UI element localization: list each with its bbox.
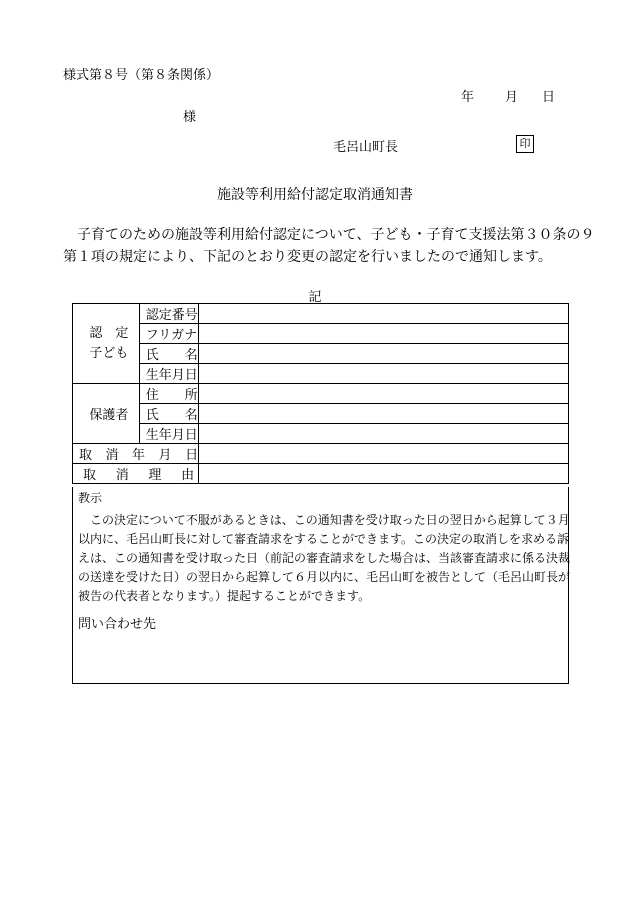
addressee-suffix: 様 bbox=[183, 110, 197, 125]
child-group-line: 認 定 bbox=[89, 325, 129, 341]
label-char: 消 bbox=[105, 448, 119, 463]
table-row bbox=[73, 424, 569, 444]
label-char: 消 bbox=[115, 468, 129, 483]
row-label-cert-number: 認定番号 bbox=[139, 304, 198, 324]
table-row bbox=[73, 464, 569, 484]
document-title: 施設等利用給付認定取消通知書 bbox=[217, 187, 413, 203]
notice-paragraph bbox=[78, 511, 571, 606]
label-char: 由 bbox=[181, 468, 195, 483]
label-char: 日 bbox=[185, 448, 199, 463]
label-char: 取 bbox=[83, 468, 97, 483]
guardian-name-field bbox=[199, 404, 569, 424]
table-row bbox=[73, 384, 569, 404]
date-month-label: 月 bbox=[505, 90, 519, 105]
label-char: 年 bbox=[132, 448, 146, 463]
row-label-cancel-reason bbox=[73, 464, 199, 484]
notice-line: えは、この通知書を受け取った日（前記の審査請求をした場合は、当該審査請求に係る決裁 bbox=[78, 551, 571, 565]
table-row bbox=[73, 344, 569, 364]
row-label-child-name: 氏 名 bbox=[139, 344, 198, 364]
cert-number-field bbox=[199, 304, 569, 324]
date-day-label: 日 bbox=[542, 90, 556, 105]
table-row bbox=[73, 364, 569, 384]
seal-mark: 印 bbox=[516, 135, 534, 153]
body-line: 子育てのための施設等利用給付認定について、子ども・子育て支援法第３０条の９ bbox=[77, 227, 595, 243]
address-field bbox=[199, 384, 569, 404]
row-label-child-birthdate: 生年月日 bbox=[139, 364, 198, 384]
row-label-guardian-name: 氏 名 bbox=[139, 404, 198, 424]
notice-line: 被告の代表者となります。）提起することができます。 bbox=[78, 589, 371, 603]
row-label-furigana: フリガナ bbox=[139, 324, 198, 344]
cancel-date-field bbox=[199, 444, 569, 464]
child-name-field bbox=[199, 344, 569, 364]
notice-line: この決定について不服があるときは、この通知書を受け取った日の翌日から起算して３月 bbox=[90, 513, 570, 527]
cancel-date-label bbox=[79, 444, 198, 463]
row-label-cancel-date bbox=[73, 444, 199, 464]
label-char: 理 bbox=[148, 468, 162, 483]
guardian-birthdate-field bbox=[199, 424, 569, 444]
notice-heading: 教示 bbox=[78, 491, 103, 505]
table-row bbox=[73, 324, 569, 344]
appeal-notice-box bbox=[72, 487, 569, 684]
body-paragraph bbox=[63, 224, 595, 268]
details-table bbox=[72, 303, 569, 484]
date-year-label: 年 bbox=[461, 90, 475, 105]
row-label-guardian-birthdate: 生年月日 bbox=[139, 424, 198, 444]
contact-label: 問い合わせ先 bbox=[78, 617, 157, 632]
table-row bbox=[73, 404, 569, 424]
row-label-address: 住 所 bbox=[139, 384, 198, 404]
form-id: 様式第８号（第８条関係） bbox=[63, 68, 220, 83]
label-char: 月 bbox=[158, 448, 172, 463]
cancel-reason-label bbox=[79, 464, 198, 483]
furigana-field bbox=[199, 324, 569, 344]
table-row bbox=[73, 444, 569, 464]
body-line: 第１項の規定により、下記のとおり変更の認定を行いましたので通知します。 bbox=[63, 249, 552, 265]
guardian-group-label: 保護者 bbox=[73, 384, 140, 444]
child-group-label bbox=[73, 304, 140, 384]
table-row bbox=[73, 304, 569, 324]
child-group-line: 子ども bbox=[89, 345, 129, 361]
label-char: 取 bbox=[79, 448, 93, 463]
notice-line: の送達を受けた日）の翌日から起算して６月以内に、毛呂山町を被告として（毛呂山町長が bbox=[78, 570, 571, 584]
issuer-name: 毛呂山町長 bbox=[333, 140, 399, 155]
cancel-reason-field bbox=[199, 464, 569, 484]
child-birthdate-field bbox=[199, 364, 569, 384]
notice-line: 以内に、毛呂山町長に対して審査請求をすることができます。この決定の取消しを求める訴 bbox=[78, 532, 570, 546]
ki-heading: 記 bbox=[308, 290, 322, 305]
